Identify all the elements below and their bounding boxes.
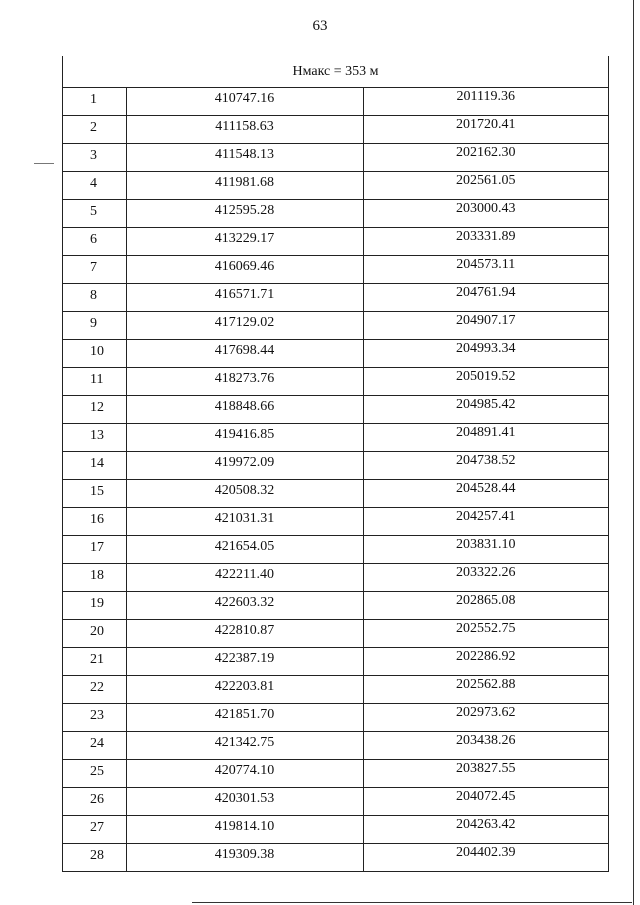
y-coordinate-cell: 204402.39 (363, 844, 608, 872)
table-row (63, 676, 608, 704)
x-coordinate-cell: 421031.31 (126, 508, 363, 536)
table-row (63, 312, 608, 340)
margin-mark (34, 163, 54, 164)
point-number-cell: 19 (63, 592, 126, 620)
x-coordinate-cell: 422603.32 (126, 592, 363, 620)
point-number-cell: 5 (63, 200, 126, 228)
y-coordinate-cell: 203831.10 (363, 536, 608, 564)
x-coordinate-cell: 420301.53 (126, 788, 363, 816)
x-coordinate-cell: 422810.87 (126, 620, 363, 648)
x-coordinate-cell: 410747.16 (126, 88, 363, 116)
table-row (63, 816, 608, 844)
table-row (63, 508, 608, 536)
point-number-cell: 11 (63, 368, 126, 396)
point-number-cell: 2 (63, 116, 126, 144)
y-coordinate-cell: 203331.89 (363, 228, 608, 256)
x-coordinate-cell: 422203.81 (126, 676, 363, 704)
point-number-cell: 22 (63, 676, 126, 704)
table-row (63, 760, 608, 788)
point-number-cell: 1 (63, 88, 126, 116)
y-coordinate-cell: 203000.43 (363, 200, 608, 228)
point-number-cell: 13 (63, 424, 126, 452)
point-number-cell: 26 (63, 788, 126, 816)
table-row (63, 788, 608, 816)
point-number-cell: 20 (63, 620, 126, 648)
y-coordinate-cell: 201720.41 (363, 116, 608, 144)
point-number-cell: 24 (63, 732, 126, 760)
y-coordinate-cell: 204907.17 (363, 312, 608, 340)
y-coordinate-cell: 203438.26 (363, 732, 608, 760)
table-row (63, 200, 608, 228)
y-coordinate-cell: 204985.42 (363, 396, 608, 424)
point-number-cell: 10 (63, 340, 126, 368)
table-row (63, 704, 608, 732)
page-edge-right (633, 0, 634, 905)
table-row (63, 564, 608, 592)
point-number-cell: 4 (63, 172, 126, 200)
point-number-cell: 12 (63, 396, 126, 424)
x-coordinate-cell: 417129.02 (126, 312, 363, 340)
coordinates-grid (63, 88, 608, 872)
table-row (63, 536, 608, 564)
x-coordinate-cell: 416069.46 (126, 256, 363, 284)
point-number-cell: 8 (63, 284, 126, 312)
table-row (63, 396, 608, 424)
table-row (63, 284, 608, 312)
point-number-cell: 16 (63, 508, 126, 536)
point-number-cell: 7 (63, 256, 126, 284)
y-coordinate-cell: 204761.94 (363, 284, 608, 312)
x-coordinate-cell: 411548.13 (126, 144, 363, 172)
x-coordinate-cell: 419972.09 (126, 452, 363, 480)
table-row (63, 368, 608, 396)
point-number-cell: 9 (63, 312, 126, 340)
point-number-cell: 25 (63, 760, 126, 788)
table-body (63, 88, 608, 872)
table-row (63, 648, 608, 676)
point-number-cell: 17 (63, 536, 126, 564)
page-edge-bottom (192, 902, 632, 903)
x-coordinate-cell: 416571.71 (126, 284, 363, 312)
x-coordinate-cell: 412595.28 (126, 200, 363, 228)
point-number-cell: 18 (63, 564, 126, 592)
point-number-cell: 27 (63, 816, 126, 844)
x-coordinate-cell: 420774.10 (126, 760, 363, 788)
table-row (63, 732, 608, 760)
y-coordinate-cell: 204993.34 (363, 340, 608, 368)
table-row (63, 340, 608, 368)
y-coordinate-cell: 202865.08 (363, 592, 608, 620)
x-coordinate-cell: 418273.76 (126, 368, 363, 396)
x-coordinate-cell: 419814.10 (126, 816, 363, 844)
table-row (63, 256, 608, 284)
y-coordinate-cell: 204263.42 (363, 816, 608, 844)
y-coordinate-cell: 204528.44 (363, 480, 608, 508)
y-coordinate-cell: 202162.30 (363, 144, 608, 172)
y-coordinate-cell: 205019.52 (363, 368, 608, 396)
table-row (63, 116, 608, 144)
x-coordinate-cell: 417698.44 (126, 340, 363, 368)
y-coordinate-cell: 202286.92 (363, 648, 608, 676)
coordinates-table (62, 56, 609, 872)
y-coordinate-cell: 204738.52 (363, 452, 608, 480)
x-coordinate-cell: 421851.70 (126, 704, 363, 732)
table-row (63, 844, 608, 872)
y-coordinate-cell: 204573.11 (363, 256, 608, 284)
x-coordinate-cell: 420508.32 (126, 480, 363, 508)
table-row (63, 592, 608, 620)
y-coordinate-cell: 203827.55 (363, 760, 608, 788)
table-row (63, 228, 608, 256)
table-row (63, 88, 608, 116)
table-row (63, 144, 608, 172)
point-number-cell: 23 (63, 704, 126, 732)
point-number-cell: 14 (63, 452, 126, 480)
x-coordinate-cell: 419309.38 (126, 844, 363, 872)
x-coordinate-cell: 422387.19 (126, 648, 363, 676)
table-row (63, 172, 608, 200)
y-coordinate-cell: 203322.26 (363, 564, 608, 592)
x-coordinate-cell: 418848.66 (126, 396, 363, 424)
point-number-cell: 15 (63, 480, 126, 508)
y-coordinate-cell: 204891.41 (363, 424, 608, 452)
y-coordinate-cell: 201119.36 (363, 88, 608, 116)
x-coordinate-cell: 422211.40 (126, 564, 363, 592)
x-coordinate-cell: 411981.68 (126, 172, 363, 200)
table-row (63, 452, 608, 480)
page-number: 63 (312, 18, 328, 34)
table-row (63, 424, 608, 452)
y-coordinate-cell: 202561.05 (363, 172, 608, 200)
y-coordinate-cell: 202562.88 (363, 676, 608, 704)
point-number-cell: 6 (63, 228, 126, 256)
table-row (63, 480, 608, 508)
x-coordinate-cell: 413229.17 (126, 228, 363, 256)
x-coordinate-cell: 421342.75 (126, 732, 363, 760)
x-coordinate-cell: 411158.63 (126, 116, 363, 144)
table-header: Нмакс = 353 м (63, 56, 608, 88)
y-coordinate-cell: 202552.75 (363, 620, 608, 648)
y-coordinate-cell: 204257.41 (363, 508, 608, 536)
x-coordinate-cell: 421654.05 (126, 536, 363, 564)
y-coordinate-cell: 202973.62 (363, 704, 608, 732)
point-number-cell: 28 (63, 844, 126, 872)
point-number-cell: 3 (63, 144, 126, 172)
point-number-cell: 21 (63, 648, 126, 676)
y-coordinate-cell: 204072.45 (363, 788, 608, 816)
table-row (63, 620, 608, 648)
x-coordinate-cell: 419416.85 (126, 424, 363, 452)
